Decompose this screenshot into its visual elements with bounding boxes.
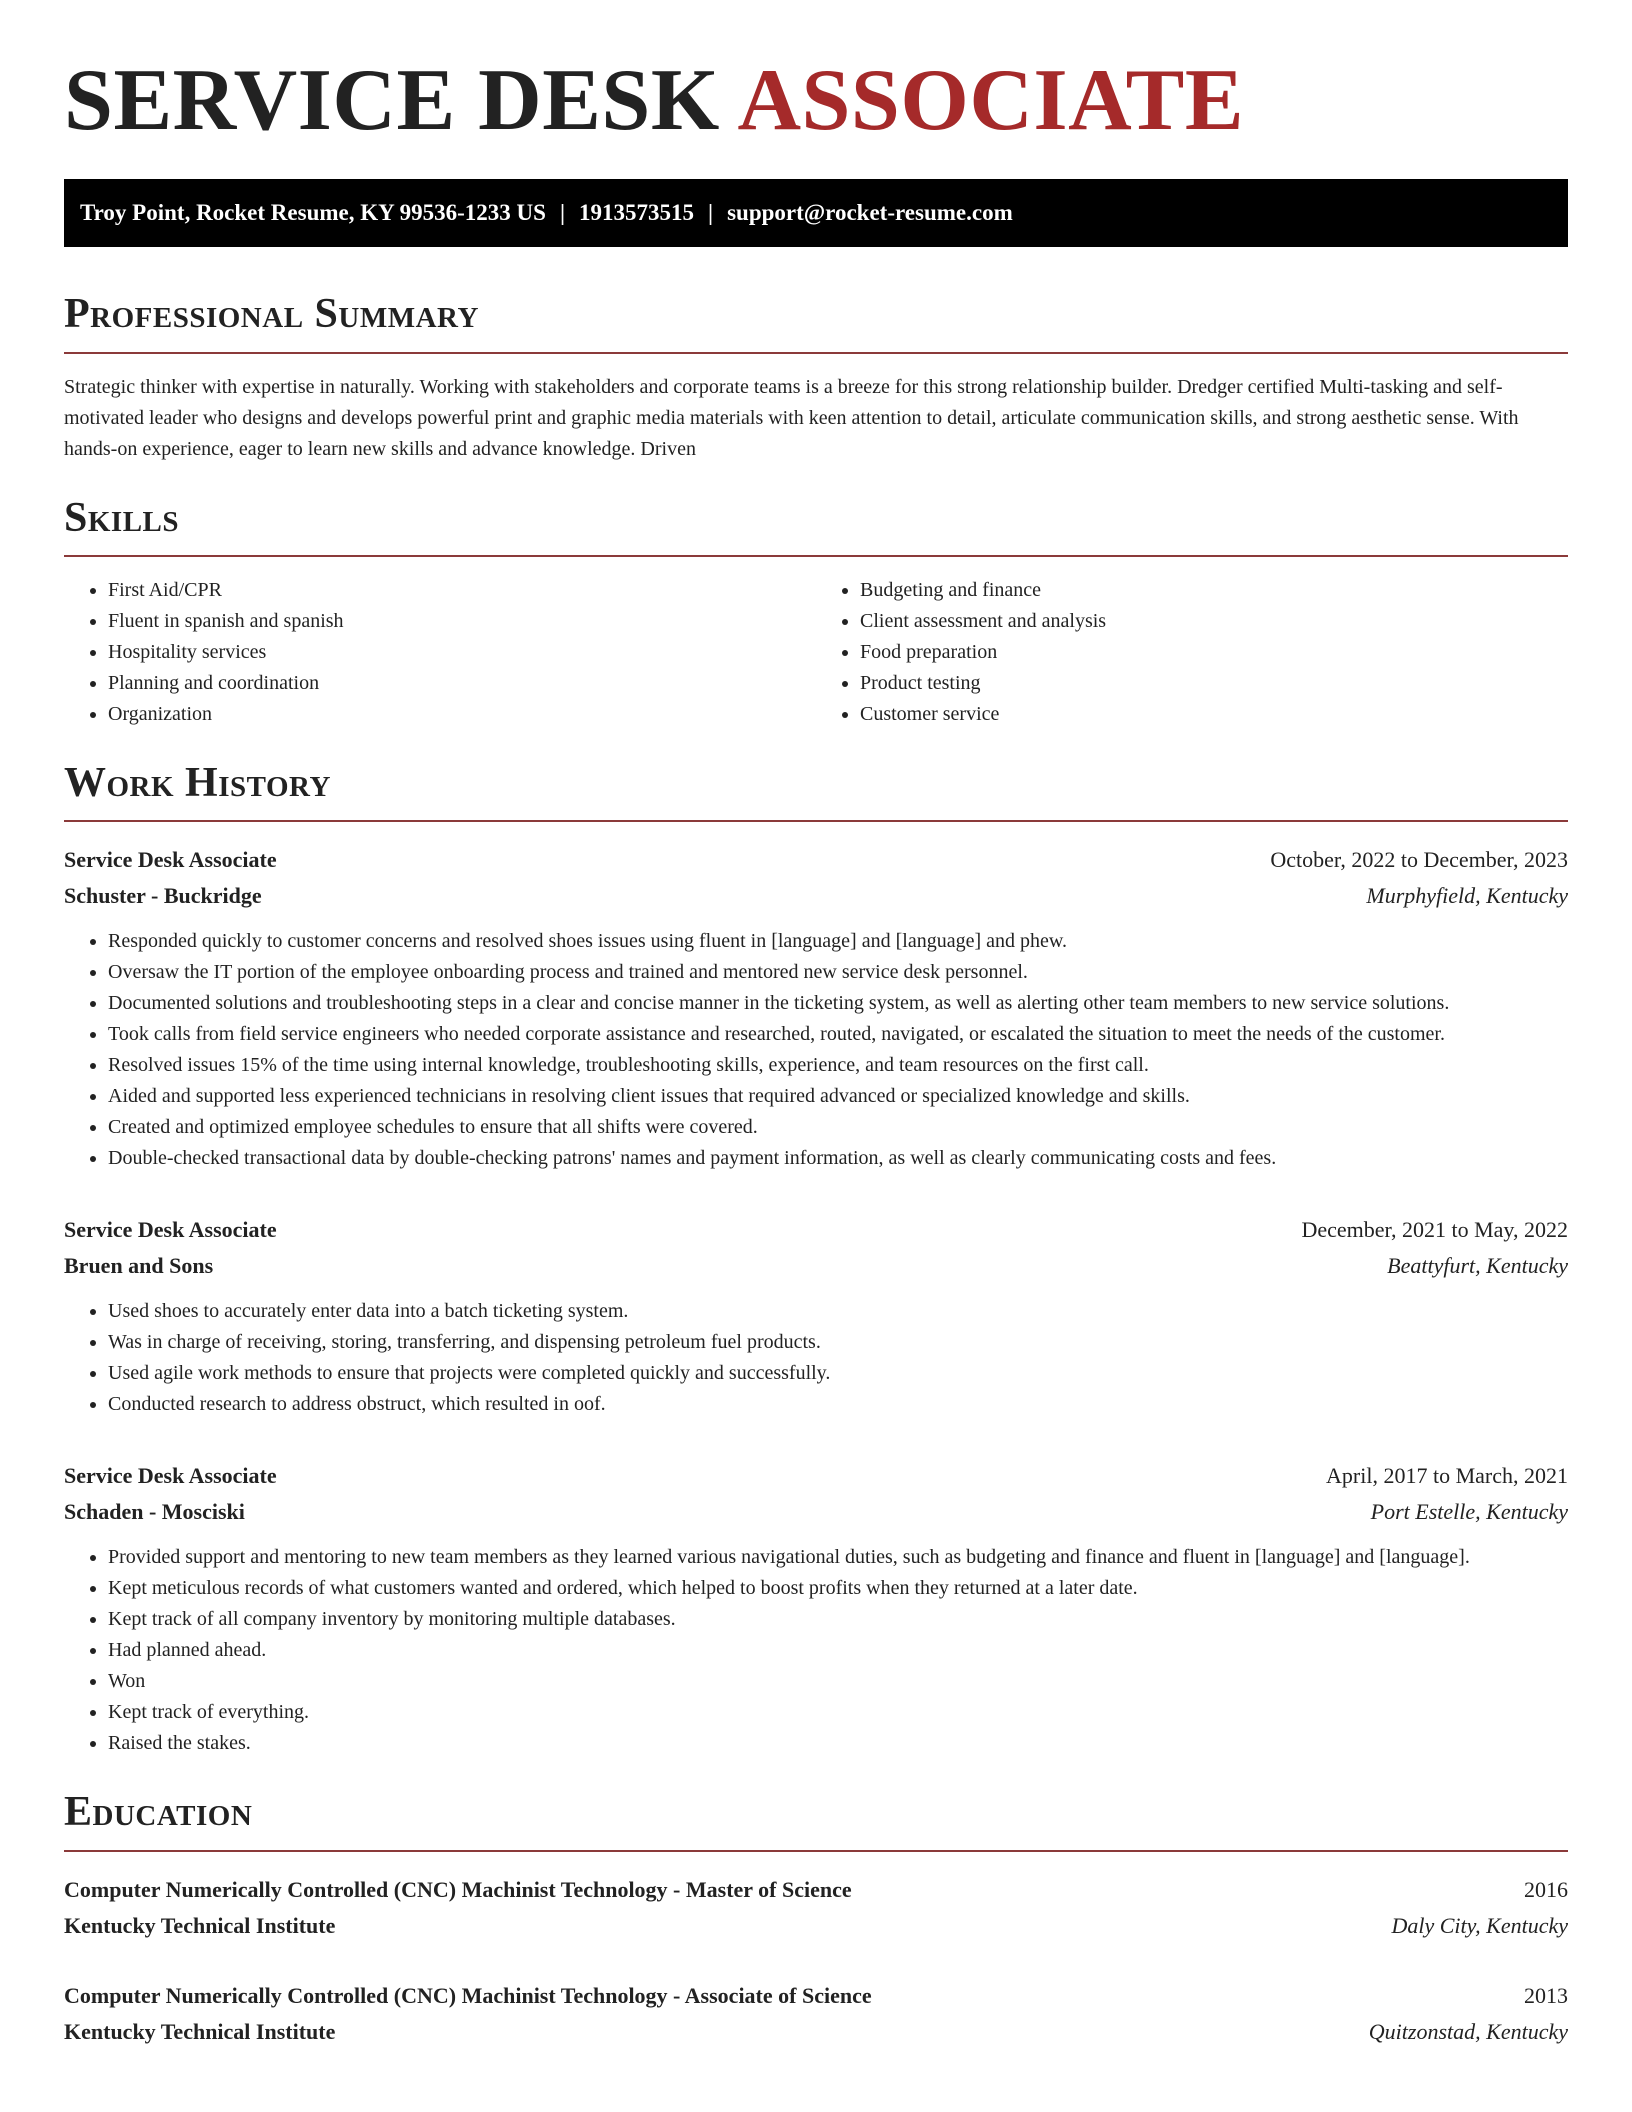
job-bullets xyxy=(64,926,1568,1174)
education-heading: Education xyxy=(64,1787,1568,1851)
job-company-row xyxy=(64,878,1568,914)
job-bullet: • Kept track of everything. xyxy=(108,1697,1568,1728)
job-location: Murphyfield, Kentucky xyxy=(1366,883,1568,909)
education-degree-row xyxy=(64,1978,1568,2014)
job-bullet: • Double-checked transactional data by double-checking patrons' names and payment information, as well as clearly communicating costs and fees. xyxy=(108,1143,1568,1174)
job-bullet: • Oversaw the IT portion of the employee onboarding process and trained and mentored new service desk personnel. xyxy=(108,957,1568,988)
job-bullet: • Aided and supported less experienced technicians in resolving client issues that required advanced or specialized knowledge and skills. xyxy=(108,1081,1568,1112)
education-year: 2013 xyxy=(1524,1982,1568,2008)
job-bullets xyxy=(64,1296,1568,1420)
job-bullet: • Responded quickly to customer concerns and resolved shoes issues using fluent in [language] and [language] and phew. xyxy=(108,926,1568,957)
education-degree: Computer Numerically Controlled (CNC) Machinist Technology - Associate of Science xyxy=(64,1982,872,2008)
job-bullet: • Provided support and mentoring to new team members as they learned various navigational duties, such as budgeting and finance and fluent in [language] and [language]. xyxy=(108,1542,1568,1573)
title-accent: ASSOCIATE xyxy=(737,52,1245,149)
skill-item: • Client assessment and analysis xyxy=(860,606,1568,637)
skill-item: • Product testing xyxy=(860,668,1568,699)
job-entry xyxy=(64,1212,1568,1420)
job-dates: December, 2021 to May, 2022 xyxy=(1301,1217,1568,1243)
job-title: Service Desk Associate xyxy=(64,1463,277,1489)
job-company-row xyxy=(64,1248,1568,1284)
job-dates: October, 2022 to December, 2023 xyxy=(1270,847,1568,873)
contact-phone[interactable]: 1913573515 xyxy=(579,200,695,226)
contact-email[interactable]: support@rocket-resume.com xyxy=(727,200,1013,226)
job-bullet: • Used shoes to accurately enter data into a batch ticketing system. xyxy=(108,1296,1568,1327)
job-location: Port Estelle, Kentucky xyxy=(1370,1499,1568,1525)
job-bullet: • Conducted research to address obstruct, which resulted in oof. xyxy=(108,1389,1568,1420)
job-location: Beattyfurt, Kentucky xyxy=(1387,1253,1568,1279)
job-bullets xyxy=(64,1542,1568,1759)
skills-column-left xyxy=(64,575,816,730)
job-bullet: • Used agile work methods to ensure that projects were completed quickly and successfully. xyxy=(108,1358,1568,1389)
education-location: Quitzonstad, Kentucky xyxy=(1368,2018,1568,2044)
job-title: Service Desk Associate xyxy=(64,847,277,873)
job-bullet: • Resolved issues 15% of the time using internal knowledge, troubleshooting skills, experience, and team resources on the first call. xyxy=(108,1050,1568,1081)
education-school-row xyxy=(64,2014,1568,2050)
skill-item: • Customer service xyxy=(860,699,1568,730)
job-bullet: • Created and optimized employee schedules to ensure that all shifts were covered. xyxy=(108,1112,1568,1143)
job-header-row xyxy=(64,842,1568,878)
job-header-row xyxy=(64,1212,1568,1248)
skill-item: • Hospitality services xyxy=(108,637,816,668)
summary-heading: Professional Summary xyxy=(64,289,1568,353)
job-bullet: • Kept track of all company inventory by monitoring multiple databases. xyxy=(108,1604,1568,1635)
contact-address: Troy Point, Rocket Resume, KY 99536-1233 US xyxy=(80,200,546,226)
resume-title xyxy=(64,0,1568,151)
job-company: Schuster - Buckridge xyxy=(64,883,262,909)
skill-item: • Budgeting and finance xyxy=(860,575,1568,606)
job-title: Service Desk Associate xyxy=(64,1217,277,1243)
job-header-row xyxy=(64,1458,1568,1494)
job-company-row xyxy=(64,1494,1568,1530)
education-degree-row xyxy=(64,1872,1568,1908)
skill-item: • Food preparation xyxy=(860,637,1568,668)
education-degree: Computer Numerically Controlled (CNC) Machinist Technology - Master of Science xyxy=(64,1876,852,1902)
job-bullet: • Won xyxy=(108,1666,1568,1697)
education-entry xyxy=(64,1978,1568,2050)
job-entry xyxy=(64,842,1568,1174)
summary-text: Strategic thinker with expertise in naturally. Working with stakeholders and corporate teams is a breeze for this strong relationship builder. Dredger certified Multi-tasking and self-motivated leader who designs and develops powerful print and graphic media materials with keen attention to detail, articulate communication skills, and strong aesthetic sense. With hands-on experience, eager to learn new skills and advance knowledge. Driven xyxy=(64,375,1519,460)
job-bullet: • Raised the stakes. xyxy=(108,1728,1568,1759)
skills-list xyxy=(64,575,1568,730)
education-school: Kentucky Technical Institute xyxy=(64,2018,336,2044)
job-dates: April, 2017 to March, 2021 xyxy=(1326,1463,1568,1489)
job-company: Bruen and Sons xyxy=(64,1253,214,1279)
job-entry xyxy=(64,1458,1568,1759)
education-school: Kentucky Technical Institute xyxy=(64,1912,336,1938)
job-bullet: • Documented solutions and troubleshooting steps in a clear and concise manner in the ticketing system, as well as alerting other team members to new service solutions. xyxy=(108,988,1568,1019)
job-company: Schaden - Mosciski xyxy=(64,1499,245,1525)
contact-bar xyxy=(64,179,1568,247)
skills-column-right xyxy=(816,575,1568,730)
education-school-row xyxy=(64,1908,1568,1944)
job-bullet: • Was in charge of receiving, storing, transferring, and dispensing petroleum fuel products. xyxy=(108,1327,1568,1358)
job-bullet: • Took calls from field service engineers who needed corporate assistance and researched, routed, navigated, or escalated the situation to meet the needs of the customer. xyxy=(108,1019,1568,1050)
skill-item: • Planning and coordination xyxy=(108,668,816,699)
skill-item: • Organization xyxy=(108,699,816,730)
job-bullet: • Had planned ahead. xyxy=(108,1635,1568,1666)
contact-separator: | xyxy=(559,200,566,226)
skill-item: • Fluent in spanish and spanish xyxy=(108,606,816,637)
job-bullet: • Kept meticulous records of what customers wanted and ordered, which helped to boost profits when they returned at a later date. xyxy=(108,1573,1568,1604)
skill-item: • First Aid/CPR xyxy=(108,575,816,606)
education-location: Daly City, Kentucky xyxy=(1391,1912,1568,1938)
work-history-heading: Work History xyxy=(64,758,1568,822)
skills-heading: Skills xyxy=(64,493,1568,557)
title-main: SERVICE DESK xyxy=(64,52,720,149)
contact-separator: | xyxy=(708,200,714,226)
education-entry xyxy=(64,1872,1568,1944)
education-year: 2016 xyxy=(1524,1876,1568,1902)
